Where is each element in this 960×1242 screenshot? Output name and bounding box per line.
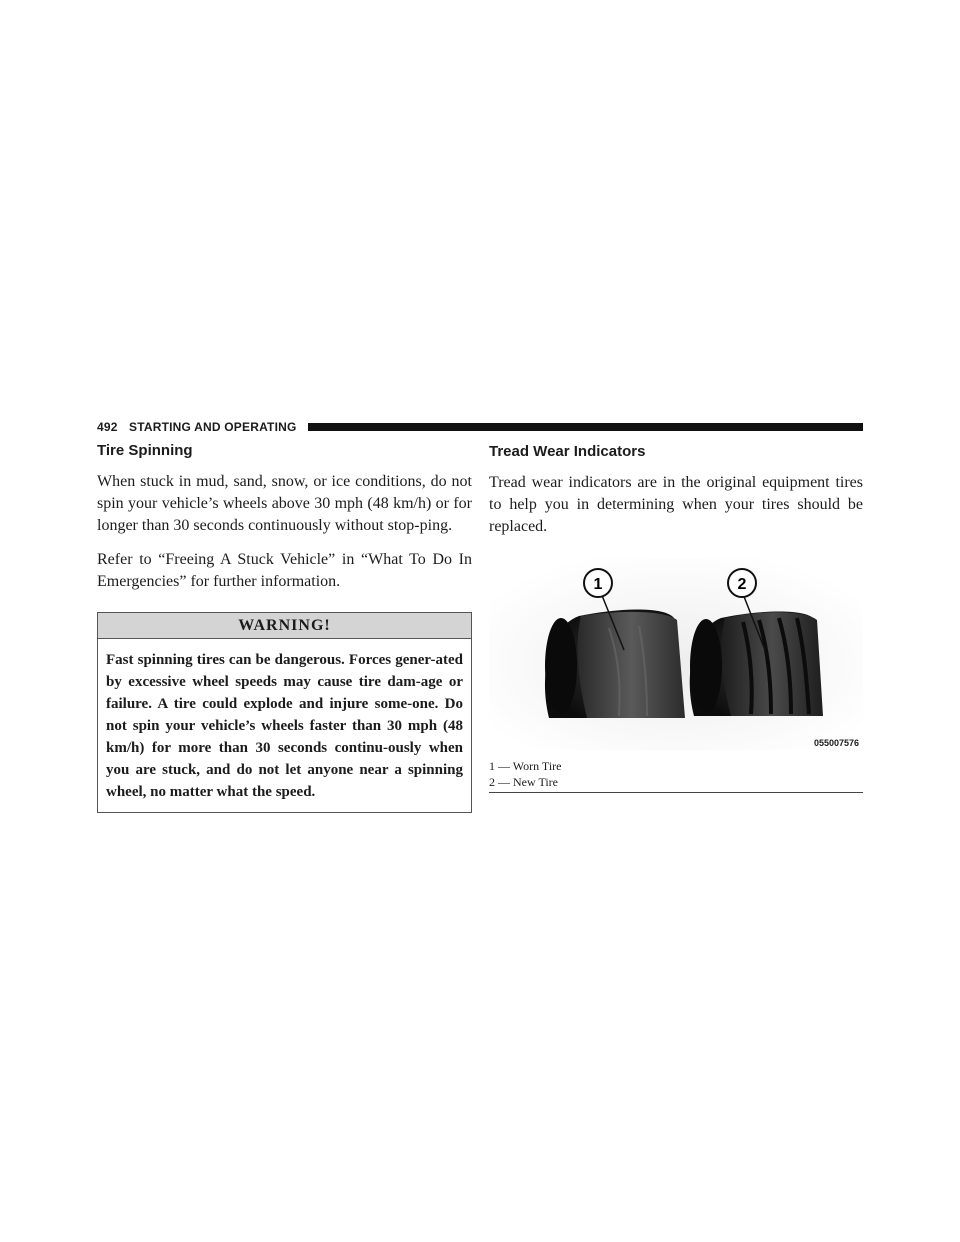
figure-code: 055007576 [813, 738, 859, 748]
callout-1 [584, 569, 612, 597]
tire-figure [489, 558, 863, 750]
tire-illustration [489, 558, 863, 750]
left-column [97, 442, 472, 813]
tread-wear-paragraph: Tread wear indicators are in the original equipment tires to help you in determining when your tires should be replaced. [489, 474, 863, 535]
tire-spinning-paragraph: When stuck in mud, sand, snow, or ice conditions, do not spin your vehicle’s wheels above 30 mph (48 km/h) or for longer than 30 seconds continuously without stop-ping. [97, 473, 472, 534]
legend-item-new: 2 — New Tire [489, 775, 559, 789]
warning-body: Fast spinning tires can be dangerous. Forces gener-ated by excessive wheel speeds may cause tire dam-age or failure. A tire could explode and injure some-one. Do not spin your vehicle’s wheels faster than 30 mph (48 km/h) for more than 30 seconds continu-ously when you are stuck, and do not let anyone near a spinning wheel, no matter what the speed. [106, 652, 463, 800]
right-column [489, 442, 863, 793]
svg-text:1: 1 [593, 576, 603, 593]
section-title: STARTING AND OPERATING [129, 420, 297, 434]
svg-text:2: 2 [737, 576, 747, 593]
warning-box [97, 612, 472, 813]
header-rule [308, 423, 863, 431]
figure-legend [489, 758, 863, 790]
tire-spinning-heading: Tire Spinning [97, 442, 193, 459]
page-number: 492 [97, 420, 118, 434]
freeing-vehicle-paragraph: Refer to “Freeing A Stuck Vehicle” in “What To Do In Emergencies” for further information. [97, 551, 472, 590]
callout-2 [728, 569, 756, 597]
warning-title: WARNING! [98, 613, 471, 639]
legend-rule [489, 792, 863, 793]
legend-item-worn: 1 — Worn Tire [489, 759, 562, 773]
page-header [97, 418, 863, 436]
tread-wear-heading: Tread Wear Indicators [489, 443, 646, 460]
